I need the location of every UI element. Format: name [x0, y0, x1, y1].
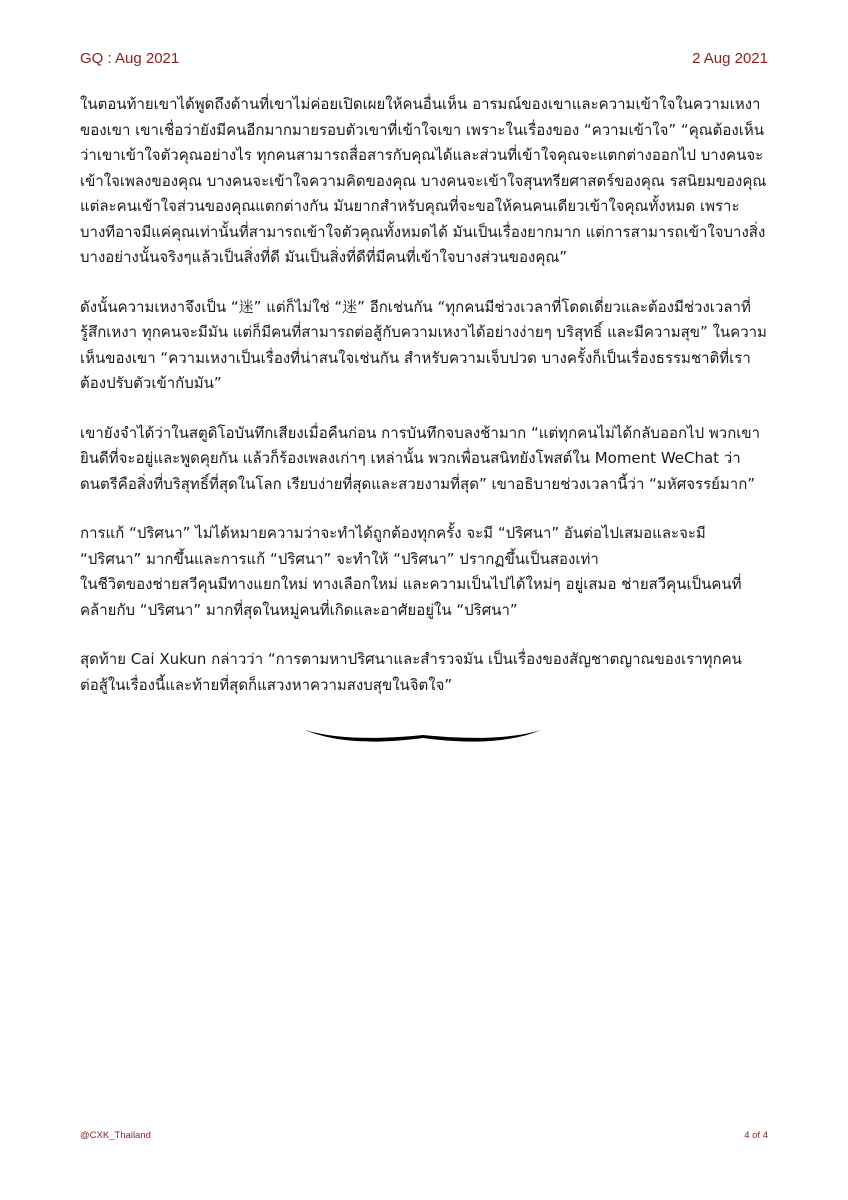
article-paragraph: ในตอนท้ายเขาได้พูดถึงด้านที่เขาไม่ค่อยเปิดเผยให้คนอื่นเห็น อารมณ์ของเขาและความเข้าใจในความเหงาของเขา เขาเชื่อว่ายังมีคนอีกมากมายรอบตัวเขาที่เข้าใจเขา เพราะในเรื่องของ “ความเข้าใจ” “คุณต้องเห็นว่าเขาเข้าใจตัวคุณอย่างไร ทุกคนสามารถสื่อสารกับคุณได้และส่วนที่เข้าใจคุณจะแตกต่างออกไป บางคนจะเข้าใจเพลงของคุณ บางคนจะเข้าใจความคิดของคุณ บางคนจะเข้าใจสุนทรียศาสตร์ของคุณ รสนิยมของคุณ แต่ละคนเข้าใจส่วนของคุณแตกต่างกัน มันยากสำหรับคุณที่จะขอให้คนคนเดียวเข้าใจคุณทั้งหมด เพราะบางทีอาจมีแค่คุณเท่านั้นที่สามารถเข้าใจตัวคุณทั้งหมดได้ มันเป็นเรื่องยากมาก แต่การสามารถเข้าใจบางสิ่งบางอย่างนั้นจริงๆแล้วเป็นสิ่งที่ดี มันเป็นสิ่งที่ดีที่มีคนที่เข้าใจบางส่วนของคุณ” — [80, 95, 767, 266]
header-publication: GQ : Aug 2021 — [80, 50, 180, 67]
article-body — [80, 92, 770, 722]
article-paragraph: การแก้ “ปริศนา” ไม่ได้หมายความว่าจะทำได้ถูกต้องทุกครั้ง จะมี “ปริศนา” อันต่อไปเสมอและจะมี “ปริศนา” มากขึ้นและการแก้ “ปริศนา” จะทำให้ “ปริศนา” ปรากฏขึ้นเป็นสองเท่า ในชีวิตของช่ายสวีคุนมีทางแยกใหม่ ทางเลือกใหม่ และความเป็นไปได้ใหม่ๆ อยู่เสมอ ช่ายสวีคุนเป็นคนที่คล้ายกับ “ปริศนา” มากที่สุดในหมู่คนที่เกิดและอาศัยอยู่ใน “ปริศนา” — [80, 524, 742, 619]
page-footer — [80, 1130, 768, 1146]
footer-page-number: 4 of 4 — [744, 1130, 768, 1141]
article-paragraph: เขายังจำได้ว่าในสตูดิโอบันทึกเสียงเมื่อคืนก่อน การบันทึกจบลงช้ามาก “แต่ทุกคนไม่ได้กลับออกไป พวกเขายินดีที่จะอยู่และพูดคุยกัน แล้วก็ร้องเพลงเก่าๆ เหล่านั้น พวกเพื่อนสนิทยังโพสต์ใน Moment WeChat ว่าดนตรีคือสิ่งที่บริสุทธิ์ที่สุดในโลก เรียบง่ายที่สุดและสวยงามที่สุด” เขาอธิบายช่วงเวลานี้ว่า “มหัศจรรย์มาก” — [80, 423, 761, 493]
article-paragraph: ดังนั้นความเหงาจึงเป็น “迷” แต่ก็ไม่ใช่ “迷” อีกเช่นกัน “ทุกคนมีช่วงเวลาที่โดดเดี่ยวและต้องมีช่วงเวลาที่รู้สึกเหงา ทุกคนจะมีมัน แต่ก็มีคนที่สามารถต่อสู้กับความเหงาได้อย่างง่ายๆ บริสุทธิ์ และมีความสุข” ในความเห็นของเขา “ความเหงาเป็นเรื่องที่น่าสนใจเช่นกัน สำหรับความเจ็บปวด บางครั้งก็เป็นเรื่องธรรมชาติที่เราต้องปรับตัวเข้ากับมัน” — [80, 297, 767, 392]
page-header — [80, 50, 768, 70]
header-date: 2 Aug 2021 — [692, 50, 768, 67]
article-paragraph: สุดท้าย Cai Xukun กล่าวว่า “การตามหาปริศนาและสำรวจมัน เป็นเรื่องของสัญชาตญาณของเราทุกคน ต่อสู้ในเรื่องนี้และท้ายที่สุดก็แสวงหาความสงบสุขในจิตใจ” — [80, 650, 742, 694]
footer-source: @CXK_Thailand — [80, 1130, 151, 1141]
section-divider-flourish — [303, 720, 543, 750]
